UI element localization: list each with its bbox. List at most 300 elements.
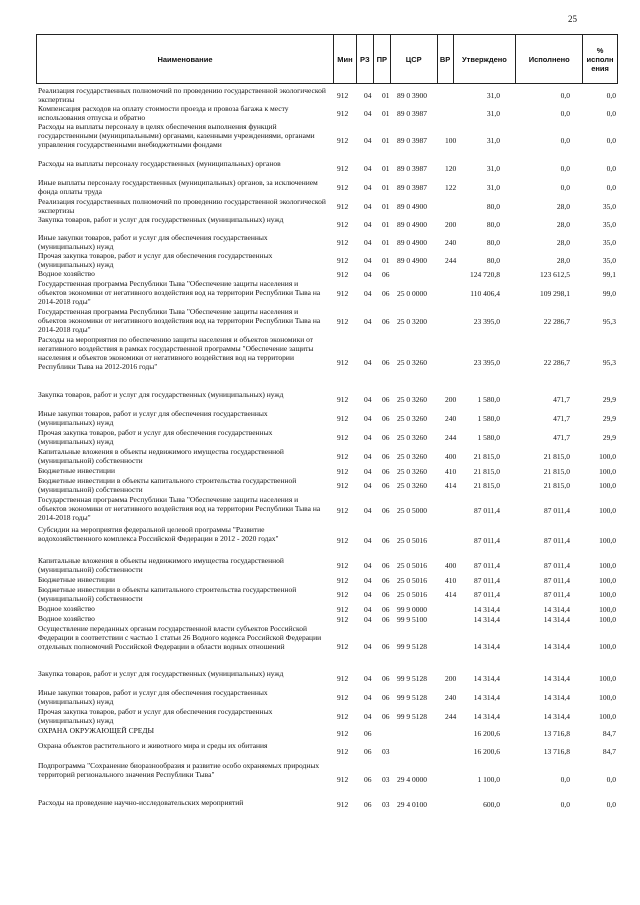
row-rz: 04 [364, 136, 372, 145]
column-header-name: Наименование [37, 35, 334, 83]
row-rz: 04 [364, 433, 372, 442]
row-csr: 99 9 5128 [397, 693, 427, 702]
row-pr: 01 [382, 183, 390, 192]
row-pr: 06 [382, 590, 390, 599]
row-percent: 100,0 [599, 590, 616, 599]
row-executed: 0,0 [560, 108, 570, 118]
row-rz: 04 [364, 183, 372, 192]
row-csr: 25 0 3260 [397, 414, 427, 423]
row-rz: 04 [364, 358, 372, 367]
row-csr: 99 9 0000 [397, 604, 427, 614]
row-executed: 14 314,4 [543, 693, 570, 702]
row-name: Осуществление переданных органам государственной власти субъектов Российской Федерации в соответствии с частью 1 статьи 26 Водного кодекса Российской Федерации отдельных полномочий Российской Федерации в области водных отношений [38, 624, 322, 652]
row-percent: 100,0 [599, 674, 616, 683]
row-csr: 29 4 0100 [397, 799, 427, 809]
row-min: 912 [337, 590, 349, 599]
row-pr: 06 [382, 395, 390, 404]
table-row [36, 86, 618, 104]
row-rz: 04 [364, 505, 372, 515]
row-pr: 03 [382, 746, 390, 756]
row-name: Реализация государственных полномочий по проведению государственной экологической экспертизы [38, 86, 326, 105]
row-percent: 100,0 [599, 693, 616, 702]
table-row [36, 669, 618, 688]
row-rz: 04 [364, 642, 372, 651]
row-csr: 25 0 3260 [397, 395, 427, 404]
row-rz: 04 [364, 604, 372, 614]
row-percent: 100,0 [599, 536, 616, 545]
row-approved: 31,0 [486, 164, 500, 173]
row-pr: 01 [382, 136, 390, 145]
row-percent: 0,0 [606, 90, 616, 100]
row-rz: 04 [364, 288, 372, 298]
row-rz: 06 [364, 729, 372, 738]
row-executed: 22 286,7 [543, 358, 570, 367]
row-approved: 14 314,4 [473, 674, 500, 683]
row-executed: 87 011,4 [544, 590, 570, 599]
row-csr: 25 0 3260 [397, 452, 427, 461]
table-row [36, 495, 618, 525]
row-rz: 04 [364, 269, 372, 279]
column-header-min: Мин [334, 35, 357, 83]
row-rz: 04 [364, 590, 372, 599]
row-name: Прочая закупка товаров, работ и услуг для обеспечения государственных (муниципальных) нужд [38, 428, 273, 447]
table-row [36, 614, 618, 624]
row-approved: 80,0 [486, 255, 500, 265]
table-row [36, 741, 618, 761]
row-approved: 16 200,6 [473, 746, 500, 756]
row-percent: 35,0 [602, 201, 616, 211]
row-approved: 1 580,0 [477, 395, 500, 404]
row-percent: 29,9 [602, 433, 616, 442]
row-pr: 06 [382, 674, 390, 683]
row-csr: 99 9 5128 [397, 712, 427, 721]
row-percent: 100,0 [599, 466, 616, 476]
row-pr: 06 [382, 269, 390, 279]
row-approved: 14 314,4 [473, 693, 500, 702]
table-row [36, 761, 618, 798]
row-pr: 03 [382, 799, 390, 809]
table-header [36, 34, 618, 84]
table-row [36, 726, 618, 741]
row-min: 912 [337, 466, 349, 476]
row-vr: 200 [445, 674, 457, 683]
table-row [36, 279, 618, 307]
row-vr: 240 [445, 693, 457, 702]
row-name: Государственная программа Республики Тыва "Обеспечение защиты населения и объектов экономики от негативного воздействия вод на территории Республики Тыва на 2014-2018 годы" [38, 495, 321, 523]
row-rz: 04 [364, 395, 372, 404]
table-row [36, 197, 618, 215]
row-name: Государственная программа Республики Тыва "Обеспечение защиты населения и объектов экономики от негативного воздействия вод на территории Республики Тыва на 2014-2018 годы" [38, 279, 321, 307]
table-row [36, 335, 618, 390]
row-approved: 600,0 [483, 799, 500, 809]
row-name: Водное хозяйство [38, 269, 95, 278]
row-vr: 122 [445, 183, 457, 192]
row-executed: 109 298,1 [540, 288, 570, 298]
row-rz: 04 [364, 561, 372, 570]
row-rz: 04 [364, 164, 372, 173]
row-approved: 21 815,0 [473, 452, 500, 461]
row-percent: 29,9 [602, 414, 616, 423]
row-pr: 06 [382, 288, 390, 298]
row-percent: 0,0 [606, 136, 616, 145]
row-executed: 22 286,7 [543, 316, 570, 326]
row-name: Государственная программа Республики Тыва "Обеспечение защиты населения и объектов экономики от негативного воздействия вод на территории Республики Тыва на 2014-2018 годы" [38, 307, 321, 335]
row-csr: 25 0 5000 [397, 505, 427, 515]
row-name: Субсидии на мероприятия федеральной целевой программы "Развитие водохозяйственного комплекса Российской Федерации в 2012 - 2020 годах" [38, 525, 279, 544]
row-executed: 87 011,4 [544, 536, 570, 545]
row-csr: 89 0 4900 [397, 219, 427, 229]
table-row [36, 215, 618, 233]
table-row [36, 624, 618, 669]
row-csr: 99 9 5128 [397, 674, 427, 683]
row-name: Капитальные вложения в объекты недвижимого имущества государственной (муниципальной) собственности [38, 556, 284, 575]
row-percent: 100,0 [599, 604, 616, 614]
row-approved: 80,0 [486, 201, 500, 211]
row-rz: 06 [364, 799, 372, 809]
row-name: Водное хозяйство [38, 604, 95, 613]
row-min: 912 [337, 481, 349, 490]
row-min: 912 [337, 219, 349, 229]
row-min: 912 [337, 604, 349, 614]
row-percent: 84,7 [602, 729, 616, 738]
row-approved: 14 314,4 [473, 712, 500, 721]
row-approved: 21 815,0 [473, 481, 500, 490]
row-pr: 01 [382, 108, 390, 118]
row-rz: 04 [364, 414, 372, 423]
row-name: Реализация государственных полномочий по проведению государственной экологической экспертизы [38, 197, 326, 216]
row-approved: 87 011,4 [474, 505, 500, 515]
table-row [36, 269, 618, 279]
row-vr: 244 [445, 712, 457, 721]
row-min: 912 [337, 775, 349, 784]
row-approved: 31,0 [486, 183, 500, 192]
row-pr: 03 [382, 775, 390, 784]
row-executed: 87 011,4 [544, 561, 570, 570]
row-percent: 100,0 [599, 614, 616, 624]
row-rz: 04 [364, 316, 372, 326]
row-executed: 14 314,4 [543, 712, 570, 721]
row-pr: 06 [382, 561, 390, 570]
row-rz: 04 [364, 108, 372, 118]
table-row [36, 178, 618, 197]
row-min: 912 [337, 201, 349, 211]
row-percent: 100,0 [599, 505, 616, 515]
row-rz: 04 [364, 255, 372, 265]
row-pr: 06 [382, 466, 390, 476]
row-percent: 29,9 [602, 395, 616, 404]
row-min: 912 [337, 729, 349, 738]
table-row [36, 409, 618, 428]
row-min: 912 [337, 712, 349, 721]
row-executed: 0,0 [560, 164, 570, 173]
row-approved: 14 314,4 [473, 614, 500, 624]
row-rz: 04 [364, 712, 372, 721]
row-percent: 0,0 [606, 183, 616, 192]
row-approved: 87 011,4 [474, 590, 500, 599]
column-header-rz: РЗ [357, 35, 374, 83]
row-csr: 25 0 3260 [397, 481, 427, 490]
row-approved: 21 815,0 [473, 466, 500, 476]
row-rz: 04 [364, 481, 372, 490]
row-executed: 14 314,4 [543, 642, 570, 651]
row-vr: 414 [445, 481, 457, 490]
row-approved: 14 314,4 [473, 642, 500, 651]
row-executed: 0,0 [560, 183, 570, 192]
row-csr: 29 4 0000 [397, 775, 427, 784]
row-name: Иные закупки товаров, работ и услуг для обеспечения государственных (муниципальных) нужд [38, 233, 268, 252]
table-row [36, 159, 618, 178]
row-approved: 80,0 [486, 219, 500, 229]
row-pr: 06 [382, 433, 390, 442]
row-csr: 25 0 3260 [397, 466, 427, 476]
row-csr: 89 0 3987 [397, 108, 427, 118]
row-pr: 06 [382, 712, 390, 721]
row-min: 912 [337, 561, 349, 570]
row-percent: 0,0 [606, 775, 616, 784]
row-percent: 99,1 [602, 269, 616, 279]
row-name: Компенсация расходов на оплату стоимости проезда и провоза багажа к месту использования отпуска и обратно [38, 104, 289, 123]
row-percent: 100,0 [599, 575, 616, 585]
row-percent: 35,0 [602, 255, 616, 265]
row-percent: 100,0 [599, 452, 616, 461]
row-approved: 31,0 [486, 136, 500, 145]
row-rz: 04 [364, 614, 372, 624]
row-min: 912 [337, 575, 349, 585]
row-rz: 04 [364, 237, 372, 247]
row-min: 912 [337, 316, 349, 326]
column-header-percent: % исполн ения [586, 45, 614, 73]
row-rz: 04 [364, 219, 372, 229]
row-csr: 99 9 5128 [397, 642, 427, 651]
row-pr: 01 [382, 237, 390, 247]
row-name: Иные закупки товаров, работ и услуг для обеспечения государственных (муниципальных) нужд [38, 688, 268, 707]
row-executed: 471,7 [553, 433, 570, 442]
row-pr: 01 [382, 255, 390, 265]
table-row [36, 466, 618, 476]
row-vr: 200 [445, 395, 457, 404]
row-executed: 87 011,4 [544, 575, 570, 585]
row-approved: 87 011,4 [474, 575, 500, 585]
table-body [36, 86, 618, 810]
table-row [36, 556, 618, 575]
row-name: Закупка товаров, работ и услуг для государственных (муниципальных) нужд [38, 390, 284, 399]
row-executed: 14 314,4 [543, 604, 570, 614]
row-name: Прочая закупка товаров, работ и услуг для обеспечения государственных (муниципальных) нужд [38, 707, 273, 726]
row-min: 912 [337, 693, 349, 702]
row-name: Бюджетные инвестиции в объекты капитального строительства государственной (муниципальной) собственности [38, 476, 297, 495]
table-row [36, 707, 618, 726]
row-csr: 25 0 5016 [397, 575, 427, 585]
row-csr: 25 0 5016 [397, 561, 427, 570]
row-rz: 04 [364, 201, 372, 211]
row-min: 912 [337, 358, 349, 367]
row-percent: 100,0 [599, 561, 616, 570]
row-vr: 410 [445, 575, 457, 585]
row-min: 912 [337, 505, 349, 515]
row-csr: 89 0 4900 [397, 237, 427, 247]
row-executed: 0,0 [560, 90, 570, 100]
row-csr: 99 9 5100 [397, 614, 427, 624]
row-pr: 06 [382, 693, 390, 702]
row-name: Расходы на выплаты персоналу в целях обеспечения выполнения функций государственными (муниципальными) органами, казенными учреждениями, органами управления государственными внебюджетными фондами [38, 122, 315, 150]
table-row [36, 798, 618, 810]
row-min: 912 [337, 395, 349, 404]
row-executed: 471,7 [553, 414, 570, 423]
row-pr: 01 [382, 219, 390, 229]
row-rz: 04 [364, 674, 372, 683]
table-row [36, 104, 618, 122]
row-min: 912 [337, 237, 349, 247]
column-header-pr: ПР [374, 35, 391, 83]
table-row [36, 390, 618, 409]
row-executed: 123 612,5 [540, 269, 570, 279]
row-name: Охрана объектов растительного и животного мира и среды их обитания [38, 741, 268, 750]
row-pr: 01 [382, 201, 390, 211]
row-executed: 21 815,0 [543, 466, 570, 476]
row-csr: 25 0 3260 [397, 358, 427, 367]
row-name: Расходы на мероприятия по обеспечению защиты населения и объектов экономики от негативного воздействия в рамках государственной программы "Обеспечение защиты населения и объектов экономики от негативного воздействия вод на территории Республики Тыва на 2012-2016 годы" [38, 335, 314, 372]
table-row [36, 525, 618, 556]
row-executed: 14 314,4 [543, 614, 570, 624]
row-min: 912 [337, 433, 349, 442]
row-approved: 124 720,8 [470, 269, 500, 279]
row-min: 912 [337, 288, 349, 298]
row-pr: 06 [382, 414, 390, 423]
row-name: Закупка товаров, работ и услуг для государственных (муниципальных) нужд [38, 215, 284, 224]
row-min: 912 [337, 108, 349, 118]
row-pr: 06 [382, 575, 390, 585]
row-approved: 23 395,0 [473, 316, 500, 326]
row-name: Иные выплаты персоналу государственных (муниципальных) органов, за исключением фонда оплаты труда [38, 178, 318, 197]
row-min: 912 [337, 164, 349, 173]
table-row [36, 428, 618, 447]
row-approved: 16 200,6 [473, 729, 500, 738]
row-executed: 28,0 [556, 219, 570, 229]
row-executed: 21 815,0 [543, 452, 570, 461]
table-row [36, 604, 618, 614]
row-pr: 06 [382, 481, 390, 490]
row-name: Бюджетные инвестиции [38, 466, 115, 475]
row-csr: 25 0 0000 [397, 288, 427, 298]
table-row [36, 122, 618, 159]
row-percent: 95,3 [602, 316, 616, 326]
row-min: 912 [337, 90, 349, 100]
row-name: Закупка товаров, работ и услуг для государственных (муниципальных) нужд [38, 669, 284, 678]
row-executed: 0,0 [560, 775, 570, 784]
row-name: Капитальные вложения в объекты недвижимого имущества государственной (муниципальной) собственности [38, 447, 284, 466]
row-rz: 04 [364, 536, 372, 545]
row-rz: 06 [364, 746, 372, 756]
row-name: Подпрограмма "Сохранение биоразнообразия и развитие особо охраняемых природных территорий регионального значения Республики Тыва" [38, 761, 320, 780]
row-csr: 25 0 3260 [397, 433, 427, 442]
row-pr: 06 [382, 604, 390, 614]
row-percent: 95,3 [602, 358, 616, 367]
column-header-approved: Утверждено [454, 35, 517, 83]
row-percent: 100,0 [599, 712, 616, 721]
row-min: 912 [337, 536, 349, 545]
row-vr: 100 [445, 136, 457, 145]
row-vr: 414 [445, 590, 457, 599]
row-name: Бюджетные инвестиции в объекты капитального строительства государственной (муниципальной) собственности [38, 585, 297, 604]
row-executed: 28,0 [556, 237, 570, 247]
row-vr: 400 [445, 452, 457, 461]
row-pr: 06 [382, 316, 390, 326]
table-row [36, 251, 618, 269]
row-csr: 25 0 5016 [397, 590, 427, 599]
row-pr: 01 [382, 164, 390, 173]
row-min: 912 [337, 614, 349, 624]
row-percent: 99,0 [602, 288, 616, 298]
row-executed: 0,0 [560, 799, 570, 809]
row-approved: 1 580,0 [477, 433, 500, 442]
row-vr: 200 [445, 219, 457, 229]
row-executed: 13 716,8 [543, 746, 570, 756]
row-approved: 23 395,0 [473, 358, 500, 367]
row-csr: 25 0 5016 [397, 536, 427, 545]
row-approved: 80,0 [486, 237, 500, 247]
row-min: 912 [337, 746, 349, 756]
row-approved: 1 580,0 [477, 414, 500, 423]
table-row [36, 688, 618, 707]
row-min: 912 [337, 642, 349, 651]
row-min: 912 [337, 674, 349, 683]
row-executed: 13 716,8 [543, 729, 570, 738]
row-csr: 89 0 4900 [397, 201, 427, 211]
row-vr: 400 [445, 561, 457, 570]
row-percent: 0,0 [606, 108, 616, 118]
row-percent: 35,0 [602, 237, 616, 247]
row-pr: 06 [382, 505, 390, 515]
row-pr: 06 [382, 452, 390, 461]
row-min: 912 [337, 183, 349, 192]
row-rz: 04 [364, 90, 372, 100]
row-name: Расходы на выплаты персоналу государственных (муниципальных) органов [38, 159, 281, 168]
row-percent: 100,0 [599, 481, 616, 490]
row-name: Водное хозяйство [38, 614, 95, 623]
row-min: 912 [337, 452, 349, 461]
row-name: Бюджетные инвестиции [38, 575, 115, 584]
row-executed: 28,0 [556, 255, 570, 265]
row-rz: 04 [364, 466, 372, 476]
row-vr: 244 [445, 255, 457, 265]
table-row [36, 476, 618, 495]
row-executed: 21 815,0 [543, 481, 570, 490]
table-row [36, 307, 618, 335]
row-pr: 06 [382, 642, 390, 651]
row-csr: 89 0 3987 [397, 164, 427, 173]
row-pr: 06 [382, 536, 390, 545]
row-approved: 87 011,4 [474, 561, 500, 570]
row-approved: 31,0 [486, 90, 500, 100]
table-row [36, 233, 618, 251]
row-pr: 01 [382, 90, 390, 100]
row-approved: 110 406,4 [470, 288, 500, 298]
row-executed: 28,0 [556, 201, 570, 211]
row-approved: 1 100,0 [477, 775, 500, 784]
row-csr: 89 0 3987 [397, 136, 427, 145]
row-min: 912 [337, 255, 349, 265]
row-executed: 87 011,4 [544, 505, 570, 515]
table-row [36, 585, 618, 604]
row-rz: 04 [364, 452, 372, 461]
row-approved: 31,0 [486, 108, 500, 118]
row-min: 912 [337, 136, 349, 145]
row-csr: 25 0 3200 [397, 316, 427, 326]
table-row [36, 575, 618, 585]
row-csr: 89 0 3900 [397, 90, 427, 100]
row-executed: 14 314,4 [543, 674, 570, 683]
row-min: 912 [337, 269, 349, 279]
